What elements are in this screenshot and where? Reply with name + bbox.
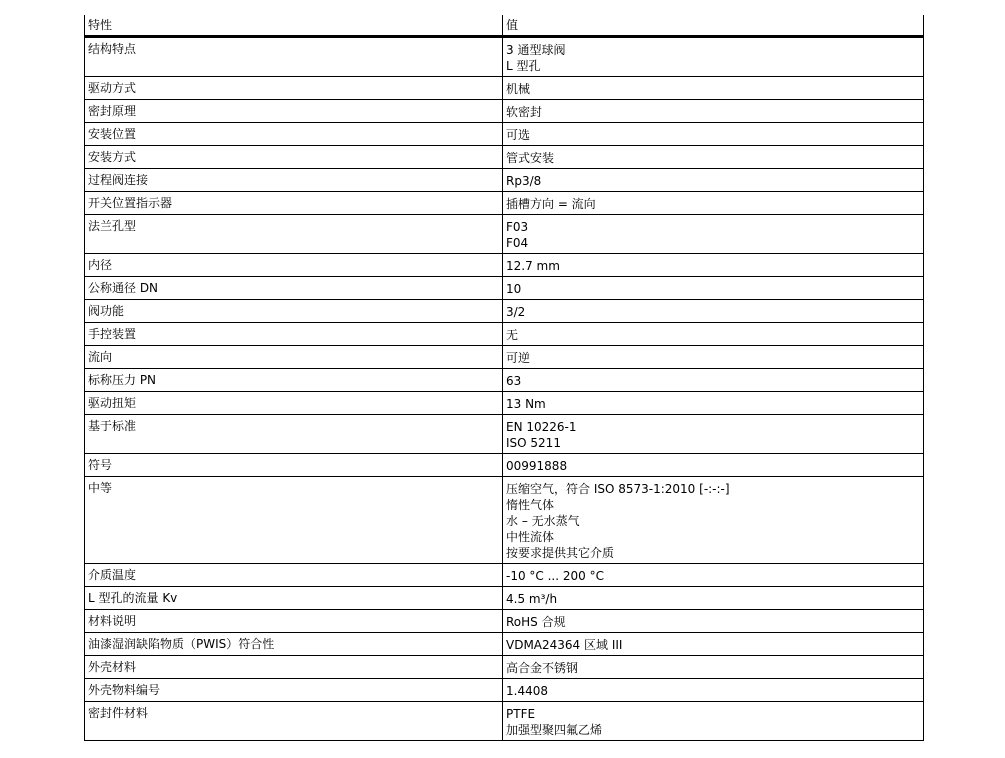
spec-table-header [85, 15, 924, 37]
property-cell: 法兰孔型 [85, 215, 503, 254]
value-cell: 压缩空气，符合 ISO 8573-1:2010 [-:-:-] 惰性气体 水 – 无水蒸气 中性流体 按要求提供其它介质 [503, 477, 924, 564]
property-cell: 内径 [85, 254, 503, 277]
property-cell: 油漆湿润缺陷物质（PWIS）符合性 [85, 633, 503, 656]
value-cell: 机械 [503, 77, 924, 100]
value-cell: 可逆 [503, 346, 924, 369]
property-cell: 结构特点 [85, 37, 503, 77]
table-row [85, 254, 924, 277]
table-row [85, 392, 924, 415]
value-cell: 可选 [503, 123, 924, 146]
table-row [85, 100, 924, 123]
table-row [85, 679, 924, 702]
property-cell: 符号 [85, 454, 503, 477]
value-cell: 00991888 [503, 454, 924, 477]
value-cell: RoHS 合规 [503, 610, 924, 633]
header-property: 特性 [85, 15, 503, 37]
table-row [85, 587, 924, 610]
value-cell: 63 [503, 369, 924, 392]
header-value: 值 [503, 15, 924, 37]
property-cell: 介质温度 [85, 564, 503, 587]
header-row [85, 15, 924, 37]
value-cell: 4.5 m³/h [503, 587, 924, 610]
value-cell: 3/2 [503, 300, 924, 323]
property-cell: 基于标准 [85, 415, 503, 454]
table-row [85, 415, 924, 454]
value-cell: VDMA24364 区域 III [503, 633, 924, 656]
property-cell: 公称通径 DN [85, 277, 503, 300]
value-cell: 管式安装 [503, 146, 924, 169]
property-cell: 材料说明 [85, 610, 503, 633]
property-cell: 密封件材料 [85, 702, 503, 741]
table-row [85, 323, 924, 346]
value-cell: 3 通型球阀 L 型孔 [503, 37, 924, 77]
property-cell: 标称压力 PN [85, 369, 503, 392]
value-cell: 1.4408 [503, 679, 924, 702]
table-row [85, 610, 924, 633]
property-cell: 过程阀连接 [85, 169, 503, 192]
value-cell: 无 [503, 323, 924, 346]
table-row [85, 169, 924, 192]
value-cell: PTFE 加强型聚四氟乙烯 [503, 702, 924, 741]
value-cell: 插槽方向 = 流向 [503, 192, 924, 215]
value-cell: 高合金不锈钢 [503, 656, 924, 679]
table-row [85, 702, 924, 741]
table-row [85, 37, 924, 77]
property-cell: 流向 [85, 346, 503, 369]
property-cell: 安装方式 [85, 146, 503, 169]
table-row [85, 300, 924, 323]
property-cell: 驱动方式 [85, 77, 503, 100]
value-cell: F03 F04 [503, 215, 924, 254]
table-row [85, 477, 924, 564]
property-cell: 阀功能 [85, 300, 503, 323]
table-row [85, 369, 924, 392]
spec-table [84, 15, 924, 741]
value-cell: EN 10226-1 ISO 5211 [503, 415, 924, 454]
value-cell: 10 [503, 277, 924, 300]
property-cell: 开关位置指示器 [85, 192, 503, 215]
property-cell: 外壳材料 [85, 656, 503, 679]
value-cell: -10 °C ... 200 °C [503, 564, 924, 587]
table-row [85, 564, 924, 587]
property-cell: 中等 [85, 477, 503, 564]
value-cell: 12.7 mm [503, 254, 924, 277]
table-row [85, 146, 924, 169]
property-cell: 外壳物料编号 [85, 679, 503, 702]
table-row [85, 633, 924, 656]
table-row [85, 192, 924, 215]
property-cell: 手控装置 [85, 323, 503, 346]
table-row [85, 123, 924, 146]
table-row [85, 454, 924, 477]
property-cell: L 型孔的流量 Kv [85, 587, 503, 610]
property-cell: 安装位置 [85, 123, 503, 146]
value-cell: 软密封 [503, 100, 924, 123]
value-cell: Rp3/8 [503, 169, 924, 192]
table-row [85, 346, 924, 369]
table-row [85, 656, 924, 679]
table-row [85, 215, 924, 254]
property-cell: 密封原理 [85, 100, 503, 123]
value-cell: 13 Nm [503, 392, 924, 415]
property-cell: 驱动扭矩 [85, 392, 503, 415]
spec-table-body [85, 37, 924, 741]
table-row [85, 77, 924, 100]
table-row [85, 277, 924, 300]
